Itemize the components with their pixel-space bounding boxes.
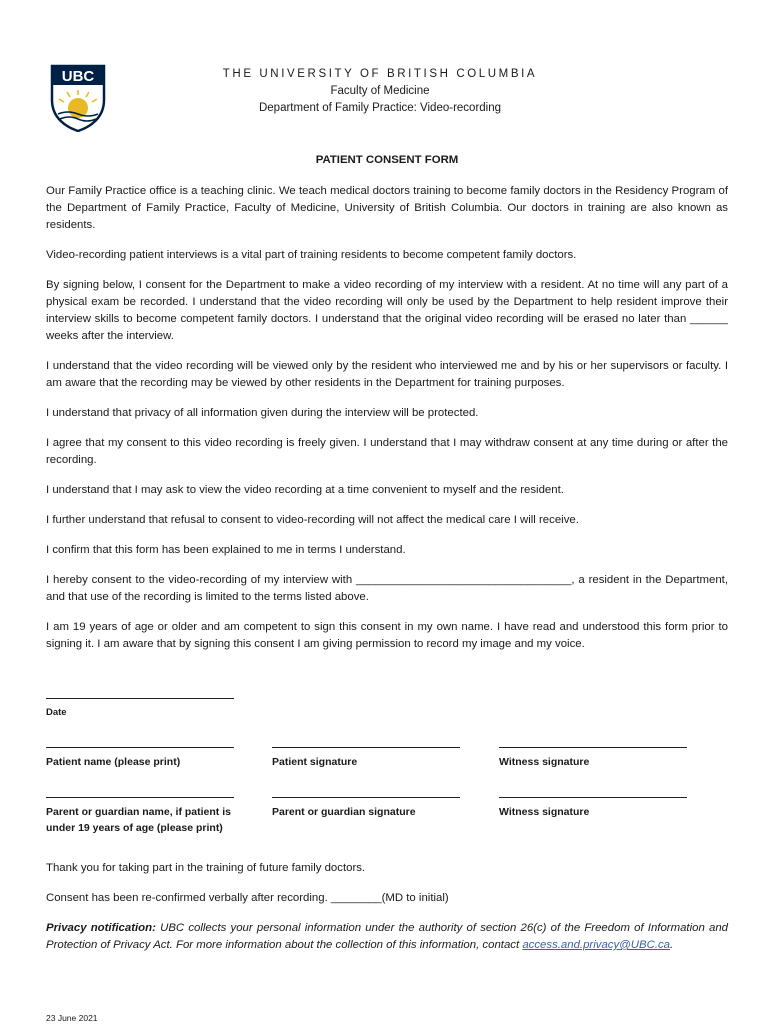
patient-name-label: Patient name (please print) [46, 756, 181, 768]
patient-signature-field [272, 746, 472, 770]
patient-name-field [46, 746, 246, 770]
paragraph-viewing: I understand that the video recording will be viewed only by the resident who interviewed me and by his or her supervisors or faculty. I am aware that the recording may be viewed by other residents in the Department for training purposes. [46, 360, 728, 389]
patient-signature-label: Patient signature [272, 756, 358, 768]
guardian-signature-field [272, 796, 472, 820]
thanks-text: Thank you for taking part in the training of future family doctors. [46, 862, 366, 874]
paragraph-freely-given: I agree that my consent to this video recording is freely given. I understand that I may withdraw consent at any time during or after the recording. [46, 437, 728, 466]
revision-date: 23 June 2021 [46, 1013, 98, 1023]
form-body [46, 152, 728, 666]
privacy-notification [46, 920, 728, 954]
witness-signature-field-1 [499, 746, 699, 770]
paragraph-teaching-clinic: Our Family Practice office is a teaching clinic. We teach medical doctors training to become family doctors in the Residency Program of the Department of Family Practice, Faculty of Medicine, University of British Columbia. Our doctors in training are also known as residents. [46, 185, 728, 231]
privacy-end: . [670, 939, 674, 951]
date-block [46, 697, 746, 721]
date-line[interactable] [46, 697, 234, 699]
signature-row-2 [46, 796, 746, 836]
date-label: Date [46, 707, 67, 718]
ubc-logo [50, 64, 106, 132]
university-name: THE UNIVERSITY OF BRITISH COLUMBIA [222, 68, 538, 80]
paragraph-consent-recording: By signing below, I consent for the Department to make a video recording of my interview with a resident. At no time will any part of a physical exam be recorded. I understand that the video recording will only be used by the Department to help resident improve their interview skills to become competent family doctors. I understand that the original video recording will be erased no later than ______ weeks after the interview. [46, 279, 728, 342]
paragraph-video-vital: Video-recording patient interviews is a vital part of training residents to become competent family doctors. [46, 249, 577, 261]
faculty-name: Faculty of Medicine [330, 85, 430, 97]
department-name: Department of Family Practice: Video-recording [258, 102, 502, 114]
paragraph-privacy: I understand that privacy of all information given during the interview will be protected. [46, 407, 479, 419]
witness-signature-label-1: Witness signature [499, 756, 590, 768]
guardian-signature-line[interactable] [272, 796, 460, 798]
guardian-name-label: Parent or guardian name, if patient is under 19 years of age (please print) [46, 806, 231, 834]
letterhead [130, 66, 630, 117]
guardian-signature-label: Parent or guardian signature [272, 806, 416, 818]
form-title: PATIENT CONSENT FORM [315, 154, 459, 166]
signature-row-1 [46, 746, 746, 776]
paragraph-explained: I confirm that this form has been explained to me in terms I understand. [46, 544, 406, 556]
privacy-text: UBC collects your personal information under the authority of section 26(c) of the Freedom of Information and Protection of Privacy Act. For more information about the collection of this information, contact [46, 922, 728, 951]
patient-signature-line[interactable] [272, 746, 460, 748]
witness-signature-line-1[interactable] [499, 746, 687, 748]
paragraph-view-request: I understand that I may ask to view the video recording at a time convenient to myself and the resident. [46, 484, 564, 496]
patient-name-line[interactable] [46, 746, 234, 748]
witness-signature-label-2: Witness signature [499, 806, 590, 818]
witness-signature-line-2[interactable] [499, 796, 687, 798]
guardian-name-field [46, 796, 242, 836]
svg-text:UBC: UBC [61, 68, 95, 85]
paragraph-refusal: I further understand that refusal to consent to video-recording will not affect the medical care I will receive. [46, 514, 579, 526]
paragraph-hereby-consent: I hereby consent to the video-recording of my interview with __________________________________, a resident in the Department, and that use of the recording is limited to the terms listed above. [46, 574, 728, 603]
guardian-name-line[interactable] [46, 796, 234, 798]
privacy-label: Privacy notification: [46, 922, 156, 934]
paragraph-age: I am 19 years of age or older and am competent to sign this consent in my own name. I have read and understood this form prior to signing it. I am aware that by signing this consent I am giving permission to record my image and my voice. [46, 621, 728, 650]
witness-signature-field-2 [499, 796, 699, 820]
reconfirm-text: Consent has been re-confirmed verbally after recording. ________(MD to initial) [46, 892, 449, 904]
privacy-email-link[interactable]: access.and.privacy@UBC.ca [522, 939, 670, 951]
form-footer [46, 860, 728, 967]
